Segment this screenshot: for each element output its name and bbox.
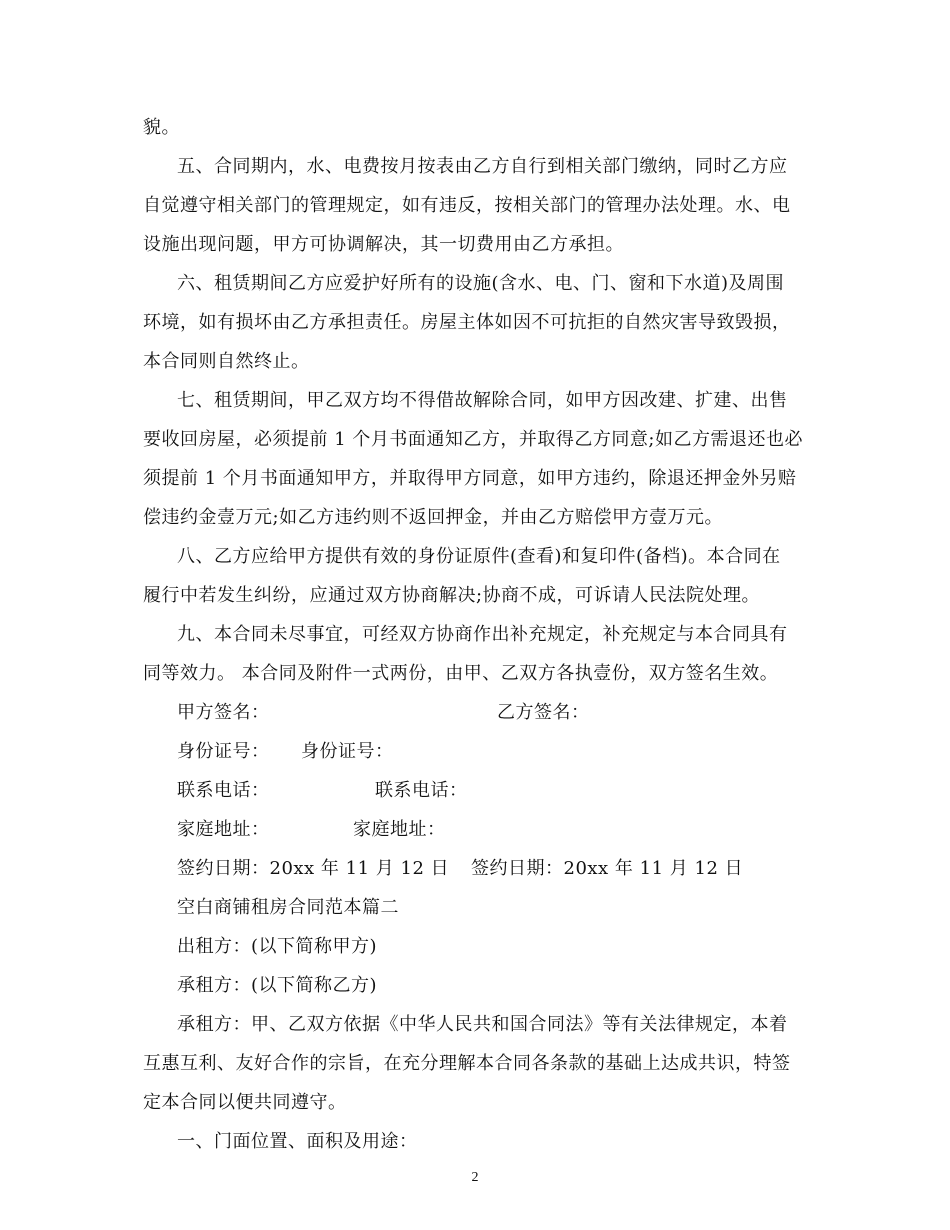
clause-6-line: 六、租赁期间乙方应爱护好所有的设施(含水、电、门、窗和下水道)及周围 [177, 273, 785, 294]
clause-9-line: 九、本合同未尽事宜，可经双方协商作出补充规定，补充规定与本合同具有 [177, 624, 788, 645]
clause-5-line: 自觉遵守相关部门的管理规定，如有违反，按相关部门的管理办法处理。水、电 [143, 195, 791, 216]
clause-6-line: 本合同则自然终止。 [143, 351, 310, 372]
party-b-id-label: 身份证号： [301, 741, 394, 762]
intro-line: 互惠互利、友好合作的宗旨，在充分理解本合同各条款的基础上达成共识，特签 [143, 1053, 791, 1074]
party-a-id-label: 身份证号： [177, 741, 270, 762]
party-b-signature-label: 乙方签名： [497, 702, 590, 723]
intro-line: 承租方：甲、乙双方依据《中华人民共和国合同法》等有关法律规定，本着 [177, 1014, 788, 1035]
clause-5-line: 设施出现问题，甲方可协调解决，其一切费用由乙方承担。 [143, 234, 624, 255]
party-a-phone-label: 联系电话： [177, 780, 270, 801]
party-b-phone-label: 联系电话： [375, 780, 468, 801]
clause-8-line: 八、乙方应给甲方提供有效的身份证原件(查看)和复印件(备档)。本合同在 [177, 546, 781, 567]
paragraph-line: 貌。 [143, 117, 180, 138]
intro-line: 定本合同以便共同遵守。 [143, 1092, 347, 1113]
lessee-line: 承租方：(以下简称乙方) [177, 975, 378, 996]
clause-5-line: 五、合同期内，水、电费按月按表由乙方自行到相关部门缴纳，同时乙方应 [177, 156, 788, 177]
clause-7-line: 要收回房屋，必须提前 1 个月书面通知乙方，并取得乙方同意;如乙方需退还也必 [143, 429, 803, 450]
lessor-line: 出租方：(以下简称甲方) [177, 936, 378, 957]
clause-6-line: 环境，如有损坏由乙方承担责任。房屋主体如因不可抗拒的自然灾害导致毁损， [143, 312, 791, 333]
party-a-signature-label: 甲方签名： [177, 702, 270, 723]
party-a-sign-date: 签约日期：20xx 年 11 月 12 日 [177, 858, 450, 879]
clause-1-heading: 一、门面位置、面积及用途： [177, 1131, 418, 1152]
party-b-address-label: 家庭地址： [353, 819, 446, 840]
clause-8-line: 履行中若发生纠纷，应通过双方协商解决;协商不成，可诉请人民法院处理。 [143, 585, 761, 606]
clause-9-line: 同等效力。 本合同及附件一式两份，由甲、乙双方各执壹份，双方签名生效。 [143, 663, 779, 684]
page-number: 2 [471, 1170, 479, 1185]
party-b-sign-date: 签约日期：20xx 年 11 月 12 日 [471, 858, 744, 879]
section-title: 空白商铺租房合同范本篇二 [177, 897, 399, 918]
clause-7-line: 须提前 1 个月书面通知甲方，并取得甲方同意，如甲方违约，除退还押金外另赔 [143, 468, 797, 489]
party-a-address-label: 家庭地址： [177, 819, 270, 840]
clause-7-line: 偿违约金壹万元;如乙方违约则不返回押金，并由乙方赔偿甲方壹万元。 [143, 507, 724, 528]
clause-7-line: 七、租赁期间，甲乙双方均不得借故解除合同，如甲方因改建、扩建、出售 [177, 390, 788, 411]
